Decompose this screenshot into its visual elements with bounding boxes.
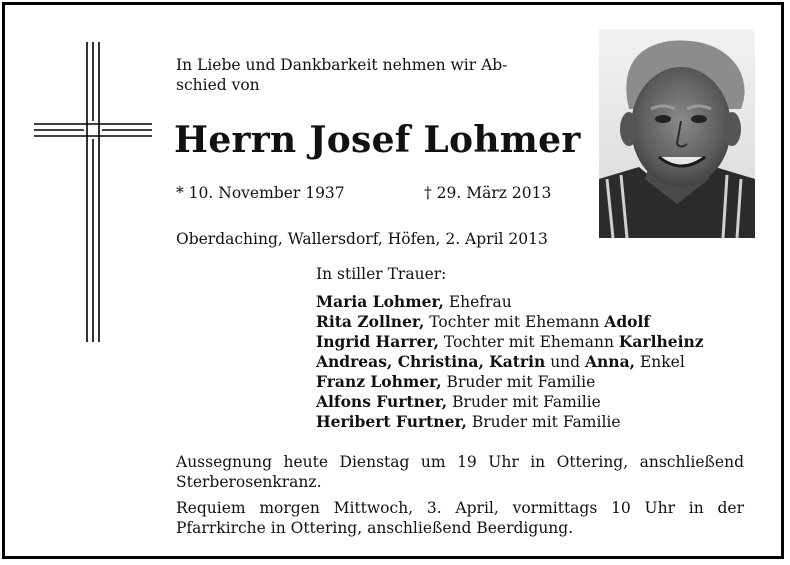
mourners-list (316, 292, 756, 432)
mourner-row: Alfons Furtner, Bruder mit Familie (316, 392, 601, 411)
requiem-text: Requiem morgen Mittwoch, 3. April, vormittags 10 Uhr in der Pfarrkirche in Ottering, anschließend Beerdigung. (176, 499, 744, 537)
mourner-row: Maria Lohmer, Ehefrau (316, 292, 512, 311)
birth-date: * 10. November 1937 (176, 184, 345, 202)
death-date: † 29. März 2013 (424, 184, 552, 202)
cross-icon (32, 40, 154, 344)
place-and-date: Oberdaching, Wallersdorf, Höfen, 2. April 2013 (176, 230, 548, 248)
mourner-row: Franz Lohmer, Bruder mit Familie (316, 372, 596, 391)
mourner-row: Rita Zollner, Tochter mit Ehemann Adolf (316, 312, 651, 331)
mourner-row: Heribert Furtner, Bruder mit Familie (316, 412, 621, 431)
intro-text: In Liebe und Dankbarkeit nehmen wir Ab- schied von (176, 56, 508, 94)
aussegnung-text: Aussegnung heute Dienstag um 19 Uhr in Ottering, anschließend Sterberosenkranz. (176, 453, 744, 491)
mourner-row: Ingrid Harrer, Tochter mit Ehemann Karlheinz (316, 332, 704, 351)
portrait-image (599, 29, 755, 238)
portrait-photo (599, 29, 755, 238)
mourner-row: Andreas, Christina, Katrin und Anna, Enkel (316, 352, 685, 371)
mourning-heading: In stiller Trauer: (316, 265, 447, 283)
deceased-name: Herrn Josef Lohmer (174, 119, 581, 161)
